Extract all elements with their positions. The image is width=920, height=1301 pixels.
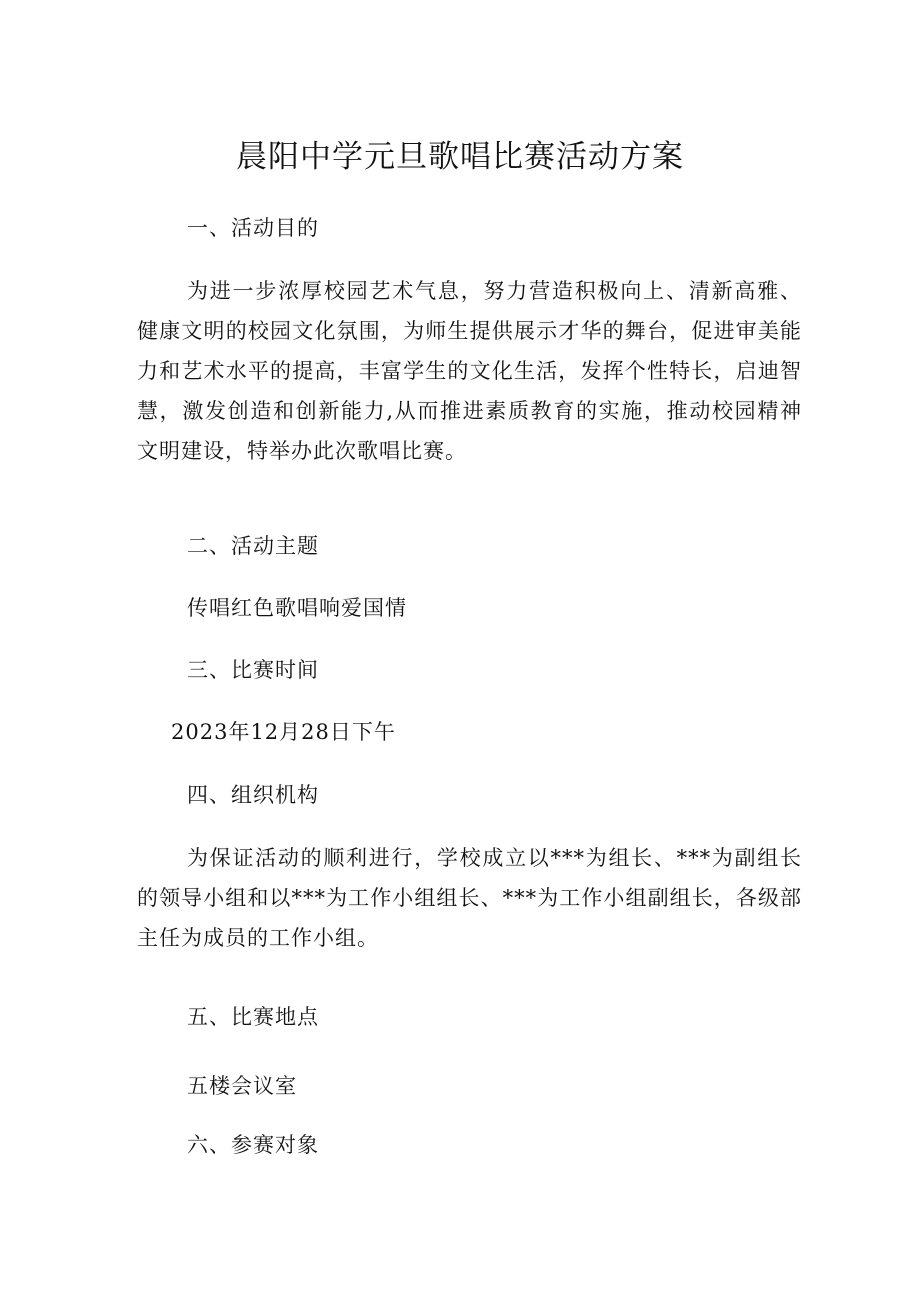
section-body-theme: 传唱红色歌唱响爱国情	[187, 596, 407, 620]
section-heading-venue: 五、比赛地点	[187, 1005, 319, 1029]
section-heading-theme: 二、活动主题	[187, 534, 319, 558]
section-body-time: 2023年12月28日下午	[171, 720, 396, 744]
section-heading-participants: 六、参赛对象	[187, 1133, 319, 1157]
section-heading-time: 三、比赛时间	[187, 658, 319, 682]
document-title: 晨阳中学元旦歌唱比赛活动方案	[236, 139, 684, 175]
section-heading-organization: 四、组织机构	[187, 783, 319, 807]
section-heading-purpose: 一、活动目的	[187, 216, 319, 240]
section-body-purpose: 为进一步浓厚校园艺术气息，努力营造积极向上、清新高雅、健康文明的校园文化氛围，为师生提供展示才华的舞台，促进审美能力和艺术水平的提高，丰富学生的文化生活，发挥个性特长，启迪智慧，激发创造和创新能力,从而推进素质教育的实施，推动校园精神文明建设，特举办此次歌唱比赛。	[137, 279, 802, 463]
section-body-organization: 为保证活动的顺利进行，学校成立以***为组长、***为副组长的领导小组和以***为工作小组组长、***为工作小组副组长，各级部主任为成员的工作小组。	[137, 846, 802, 950]
section-body-venue: 五楼会议室	[187, 1074, 297, 1098]
